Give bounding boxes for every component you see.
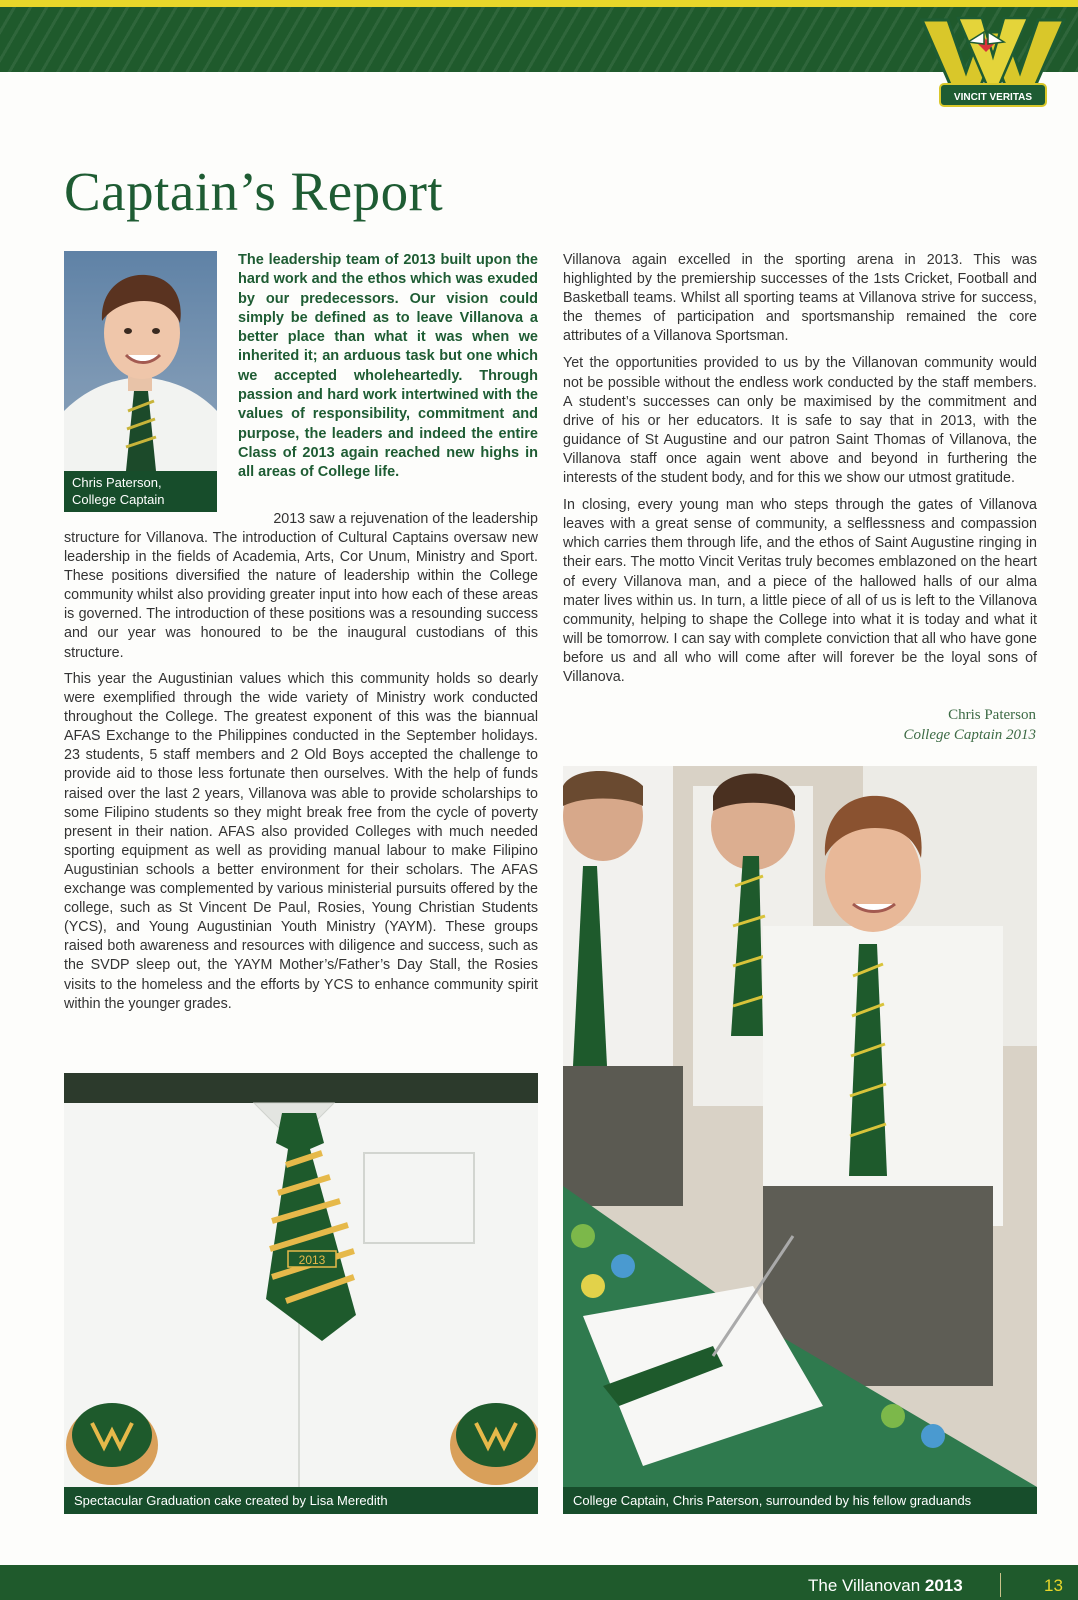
graduation-photo (563, 766, 1037, 1487)
signature-name: Chris Paterson (948, 707, 1036, 723)
right-para-1: Villanova again excelled in the sporting arena in 2013. This was highlighted by the premiership successes of the 1sts Cricket, Football and Basketball teams. Whilst all sporting teams at Villanova strive for success, the themes of participation and sportsmanship remained the core attributes of a Villanova Sportsman. (563, 252, 1037, 345)
college-logo (918, 10, 1068, 118)
cake-tie-label: 2013 (298, 1253, 326, 1267)
graduation-photo-caption: College Captain, Chris Paterson, surrounded by his fellow graduands (563, 1487, 1037, 1514)
footer-divider (1000, 1573, 1001, 1597)
footer-publication-name: The Villanovan (808, 1576, 921, 1595)
logo-motto: VINCIT VERITAS (953, 92, 1033, 103)
cake-photo-caption: Spectacular Graduation cake created by Lisa Meredith (64, 1487, 538, 1514)
right-para-3: In closing, every young man who steps through the gates of Villanova leaves with a great sense of community, a selflessness and compassion which carries them through life, and the ethos of Saint Augustine ringing in their ears. The motto Vincit Veritas truly becomes emblazoned on the heart of every Villanova man, and a piece of the hallowed halls of our alma mater lives within us. In turn, a little piece of all of us is left to the Villanova community, helping to shape the College into what it is today and what it will be tomorrow. I can say with complete conviction that all who have gone before us and all who will come after will forever be the loyal sons of Villanova. (563, 497, 1037, 685)
cake-photo (64, 1073, 538, 1487)
portrait-caption-name: Chris Paterson, (72, 475, 162, 490)
para1-rest: structure for Villanova. The introduction of Cultural Captains oversaw new leadership in the fields of Academia, Arts, Cor Unum, Ministry and Sport. These positions diversified the nature of leadership within the College community whilst also providing greater input into how each of these areas is governed. The introduction of these positions was a resounding success and our year was honoured to be the inaugural custodians of this structure. (64, 530, 538, 661)
header-band (0, 0, 1078, 72)
lead-paragraph: The leadership team of 2013 built upon the hard work and the ethos which was exuded by our predecessors. Our vision could simply be defined as to leave Villanova a better place than what it was when we inherited it; an arduous task but one which we accepted wholeheartedly. Through passion and hard work intertwined with the values of responsibility, commitment and purpose, the leaders and indeed the entire Class of 2013 again reached new highs in all areas of College life. (238, 252, 538, 481)
para1-start: 2013 saw a rejuvenation of the leadership (273, 511, 538, 527)
right-para-2: Yet the opportunities provided to us by the Villanovan community would not be possible without the endless work conducted by the staff members. A student’s successes can only be maximised by the commitment and drive of his or her educators. It is safe to say that in 2013, with the guidance of St Augustine and our patron Saint Thomas of Villanova, the Villanova staff once again went above and beyond in furthering the interests of the student body, and for this we show our utmost gratitude. (563, 355, 1037, 487)
portrait-photo (64, 251, 217, 471)
right-column (563, 251, 1037, 695)
portrait-caption-role: College Captain (72, 492, 165, 507)
para2: This year the Augustinian values which this community holds so dearly were exemplified through the wide variety of Ministry work conducted throughout the College. The greatest exponent of this was the biannual AFAS Exchange to the Philippines conducted in the September holidays. 23 students, 5 staff members and 2 Old Boys accepted the challenge to provide aid to those less fortunate then ourselves. With the help of funds raised over the last 2 years, Villanova was able to provide scholarships to some Filipino students so they might break free from the cycle of poverty present in their nation. AFAS also provided Colleges with much needed sporting equipment as well as providing manual labour to make Filipino Augustinian schools a better environment for their scholars. The AFAS exchange was complemented by various ministerial pursuits offered by the college, such as St Vincent De Paul, Rosies, Young Christian Students (YCS), and Young Augustinian Youth Ministry (YAYM). These groups raised both awareness and resources with diligence and success, such as the SVDP sleep out, the YAYM Mother’s/Father’s Day Stall, the Rosies visits to the homeless and the efforts by YCS to enhance community spirit within the younger grades. (64, 671, 538, 1012)
footer-publication (808, 1576, 963, 1596)
page-number: 13 (1044, 1576, 1063, 1595)
page-title: Captain’s Report (64, 161, 444, 222)
footer-year: 2013 (924, 1576, 963, 1595)
portrait-caption (64, 471, 217, 512)
signature-role: College Captain 2013 (903, 727, 1036, 743)
